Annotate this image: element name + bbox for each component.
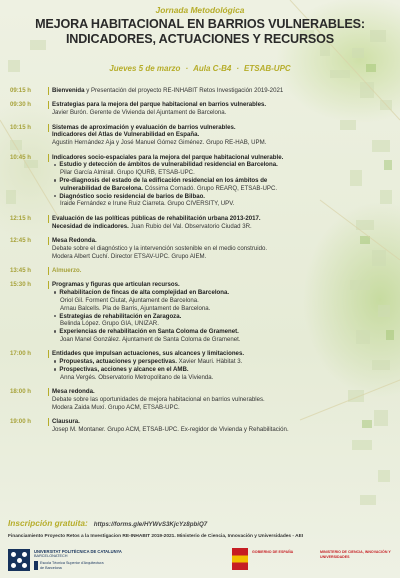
agenda-body [52, 350, 392, 381]
upc-emblem-icon [8, 549, 30, 571]
sub-session [52, 328, 392, 336]
etsab-line-2: de Barcelona [40, 565, 62, 570]
bullet-icon [54, 164, 56, 166]
etsab-name [40, 561, 104, 570]
sub-session [52, 177, 392, 185]
sub-session-title: Experiencias de rehabilitación en Santa Coloma de Gramenet. [59, 328, 239, 336]
registration-link[interactable]: https://forms.gle/HYWvS3KjcYz8pbiQ7 [93, 521, 208, 528]
sub-session-title: Estudio y detección de ámbitos de vulnerabilidad residencial en Barcelona. [59, 161, 278, 169]
agenda-time: 18:00 h [10, 388, 32, 396]
agenda-time: 13:45 h [10, 267, 32, 274]
bullet-icon [54, 291, 56, 293]
sub-session-line [52, 185, 392, 193]
bullet-icon [54, 330, 56, 332]
time-divider [48, 267, 49, 275]
bullet-icon [54, 179, 56, 181]
agenda-time: 09:15 h [10, 87, 32, 94]
event-room: Aula C-B4 [193, 64, 232, 73]
agenda-time: 12:15 h [10, 214, 32, 222]
agenda-body [52, 281, 392, 343]
sub-session-speaker: Cóssima Cornadó. Grupo REARQ, ETSAB-UPC. [142, 184, 278, 192]
sub-session-speaker: Belinda López. Grupo GIA, UNIZAR. [60, 320, 159, 328]
session-title: Indicadores del Atlas de Vulnerabilidad en España. [52, 131, 200, 139]
ministry-name: MINISTERIO DE CIENCIA, INNOVACIÓN Y UNIVERSIDADES [320, 550, 391, 559]
agenda-time: 09:30 h [10, 101, 32, 109]
title-line-2: INDICADORES, ACTUACIONES Y RECURSOS [65, 32, 335, 46]
bullet-icon [54, 368, 56, 370]
bullet-icon [54, 360, 56, 362]
upc-name: UNIVERSITAT POLITÈCNICA DE CATALUNYA [34, 549, 122, 554]
session-line [52, 87, 392, 95]
sub-session [52, 193, 392, 201]
sub-session-speaker: Joan Manel González. Ajuntament de Santa Coloma de Gramenet. [60, 335, 241, 343]
sub-session-title: Estrategias de rehabilitación en Zaragoza. [59, 312, 182, 320]
time-divider [48, 154, 49, 162]
sub-session-title: Pre-diagnosis del estado de la edificación residencial en los ámbitos de [59, 176, 268, 184]
time-divider [48, 101, 49, 109]
session-title: Necesidad de indicadores. [52, 222, 129, 230]
sub-session-title: vulnerabilidad de Barcelona. [60, 184, 143, 192]
agenda-body [52, 215, 392, 231]
logos-bar [0, 544, 400, 578]
session-speaker: Modera Zaida Muxí. Grupo ACM, ETSAB-UPC. [52, 403, 180, 411]
sub-session-title: Diagnóstico socio residencial de barios de Bilbao. [59, 192, 206, 200]
sub-session-title: Propuestas, actuaciones y perspectivas. [59, 358, 177, 366]
sub-session-title: Prospectivas, acciones y alcance en el AMB. [59, 365, 189, 373]
event-date: Jueves 5 de marzo [109, 64, 181, 73]
agenda-body [52, 87, 392, 95]
sub-session [52, 358, 392, 366]
session-title: Bienvenida [52, 87, 85, 94]
session-speaker: Josep M. Montaner. Grupo ACM, ETSAB-UPC. Ex-regidor de Vivienda y Rehabilitación. [52, 425, 289, 433]
bullet-icon [54, 315, 56, 317]
agenda-body [52, 418, 392, 434]
session-detail: Juan Rubio del Val. Observatorio Ciudad 3R. [128, 222, 252, 230]
session-speaker: Javier Burón. Gerente de Vivienda del Ajuntament de Barcelona. [52, 109, 227, 117]
spain-shield-icon [232, 548, 248, 570]
session-title: Evaluación de las políticas públicas de rehabilitación urbana 2013-2017. [52, 214, 261, 222]
bullet-icon [54, 195, 56, 197]
agenda-body [52, 154, 392, 209]
time-divider [48, 418, 49, 426]
session-title: Programas y figuras que articulan recursos. [52, 281, 180, 289]
registration-label: Inscripción gratuita: [8, 518, 88, 528]
agenda-time: 15:30 h [10, 281, 32, 289]
session-line [52, 223, 392, 231]
etsab-line-1: Escola Tècnica Superior d'Arquitectura [40, 561, 104, 565]
agenda-body [52, 124, 392, 147]
session-title: Estrategias para la mejora del parque habitacional en barrios vulnerables. [52, 101, 267, 109]
separator: · [185, 64, 189, 73]
session-title: Sistemas de aproximación y evaluación de barrios vulnerables. [52, 123, 236, 131]
agenda-body [52, 388, 392, 411]
sub-session-speaker: Pilar García Almirall. Grupo IQURB, ETSAB-UPC. [60, 169, 195, 177]
break-label: Almuerzo. [52, 267, 82, 274]
sub-session-speaker: Iraide Fernández e Irune Ruiz Ciarreta. Grupo CIVERSITY, UPV. [60, 200, 235, 208]
sub-session [52, 289, 392, 297]
event-venue: ETSAB-UPC [244, 64, 291, 73]
title-line-1: MEJORA HABITACIONAL EN BARRIOS VULNERABLES: [35, 17, 365, 31]
agenda-body [52, 267, 392, 275]
etsab-mark-icon [34, 561, 38, 570]
event-date-line [0, 64, 400, 73]
funding-note: Financiamiento Proyecto Retos a la Investigacion RE-INHABIT 2019-2021. Ministerio de Ciencia, Innovación y Universidades - AEI [8, 534, 304, 539]
session-speaker: Agustín Hernández Aja y José Manuel Gómez Giménez. Grupo RE-HAB, UPM. [52, 139, 267, 147]
upc-subname: BARCELONATECH [34, 554, 68, 558]
sub-session-speaker: Xavier Mauri. Hàbitat 3. [176, 358, 243, 366]
session-speaker: Debate sobre el diagnóstico y la intervención sostenible en el medio construido. [52, 244, 268, 252]
time-divider [48, 87, 49, 95]
session-title: Mesa redonda. [52, 388, 95, 396]
event-title [0, 17, 400, 47]
agenda-time: 19:00 h [10, 418, 32, 426]
session-title: Mesa Redonda. [52, 237, 97, 244]
sub-session-title: Rehabilitacion de fincas de alta complejidad en Barcelona. [59, 289, 230, 297]
government-logo [232, 548, 392, 574]
session-title: Indicadores socio-espaciales para la mejora del parque habitacional vulnerable. [52, 153, 284, 161]
sub-session-speaker: Oriol Gil. Forment Ciutat, Ajuntament de Barcelona. [60, 296, 199, 304]
sub-session-speaker: Arnau Balcells. Pla de Barris, Ajuntament de Barcelona. [60, 304, 211, 312]
agenda-time: 10:15 h [10, 123, 32, 131]
separator: · [236, 64, 240, 73]
session-detail: y Presentación del proyecto RE-INHABIT Retos Investigación 2019-2021 [84, 87, 284, 94]
agenda-body [52, 237, 392, 260]
government-name: GOBIERNO DE ESPAÑA [252, 550, 294, 554]
agenda-time: 10:45 h [10, 153, 32, 161]
registration [8, 518, 207, 528]
agenda-body [52, 101, 392, 117]
time-divider [48, 124, 49, 132]
session-title: Clausura. [52, 418, 80, 426]
sub-session [52, 313, 392, 321]
upc-logo [8, 547, 168, 575]
event-type: Jornada Metodológica [155, 5, 245, 15]
session-title: Entidades que impulsan actuaciones, sus alcances y limitaciones. [52, 350, 245, 358]
time-divider [48, 237, 49, 245]
session-speaker: Debate sobre las oportunidades de mejora habitacional en barrios vulnerables. [52, 395, 265, 403]
session-speaker: Modera Albert Cuchí. Director ETSAV-UPC. Grupo AIEM. [52, 252, 207, 260]
agenda-time: 17:00 h [10, 350, 32, 358]
sub-session [52, 161, 392, 169]
time-divider [48, 215, 49, 223]
sub-session-speaker: Anna Vergés. Observatorio Metropolitano de la Vivienda. [60, 373, 214, 381]
agenda-time: 12:45 h [10, 237, 32, 244]
sub-session [52, 366, 392, 374]
time-divider [48, 350, 49, 358]
time-divider [48, 388, 49, 396]
time-divider [48, 281, 49, 289]
